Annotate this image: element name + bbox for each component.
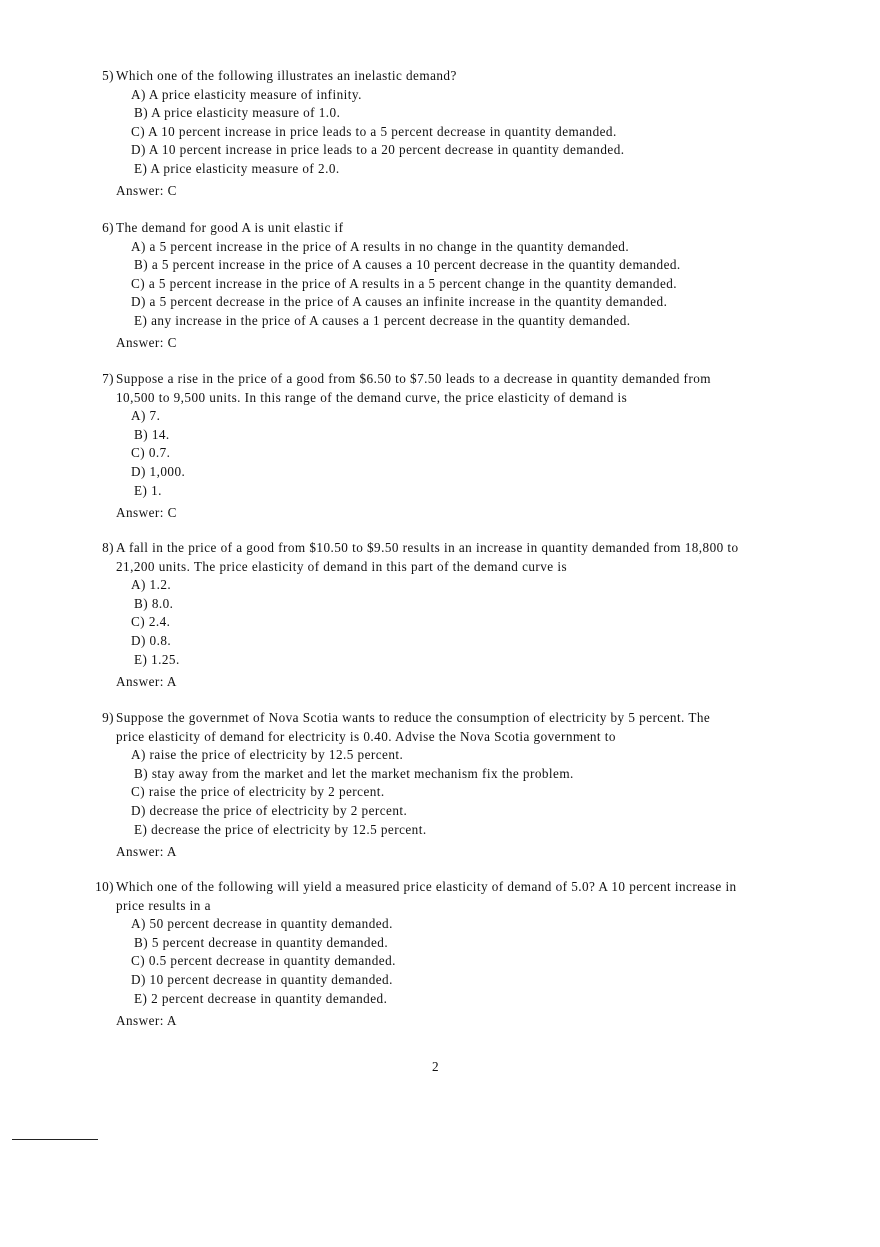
question-stem: Suppose the governmet of Nova Scotia wants to reduce the consumption of electricity by 5 percent. The xyxy=(116,710,711,725)
footnote-rule xyxy=(12,1139,98,1140)
answer-option: A) a 5 percent increase in the price of A results in no change in the quantity demanded. xyxy=(131,238,630,254)
answer-option: B) 8.0. xyxy=(134,595,174,611)
answer-key: Answer: A xyxy=(116,1012,177,1028)
answer-option: B) stay away from the market and let the market mechanism fix the problem. xyxy=(134,765,574,781)
answer-option: D) 0.8. xyxy=(131,633,172,648)
answer-option: C) 2.4. xyxy=(131,614,171,630)
answer-option: D) decrease the price of electricity by 2 percent. xyxy=(131,803,408,818)
answer-option: B) 14. xyxy=(134,426,170,442)
answer-option: B) 5 percent decrease in quantity demanded. xyxy=(134,934,389,950)
answer-option: A) A price elasticity measure of infinity. xyxy=(131,86,362,102)
question-stem: Which one of the following will yield a measured price elasticity of demand of 5.0? A 10 percent increase in xyxy=(116,879,737,894)
question-stem: The demand for good A is unit elastic if xyxy=(116,220,344,235)
answer-key: Answer: C xyxy=(116,504,177,520)
question-number: 10) xyxy=(95,879,114,894)
question-number: 5) xyxy=(102,68,114,83)
answer-option: C) 0.5 percent decrease in quantity demanded. xyxy=(131,953,396,969)
answer-option: E) decrease the price of electricity by 12.5 percent. xyxy=(134,821,427,837)
answer-option: E) A price elasticity measure of 2.0. xyxy=(134,161,340,176)
answer-key: Answer: A xyxy=(116,843,177,859)
question-stem: Which one of the following illustrates an inelastic demand? xyxy=(116,68,457,83)
answer-key: Answer: C xyxy=(116,335,177,351)
answer-option: D) a 5 percent decrease in the price of A causes an infinite increase in the quantity demanded. xyxy=(131,294,668,310)
answer-option: B) A price elasticity measure of 1.0. xyxy=(134,105,341,121)
question-number: 9) xyxy=(102,710,114,725)
answer-option: C) a 5 percent increase in the price of A results in a 5 percent change in the quantity demanded. xyxy=(131,275,678,291)
question-number: 8) xyxy=(102,540,114,555)
question-number: 6) xyxy=(102,220,114,235)
answer-option: A) raise the price of electricity by 12.5 percent. xyxy=(131,747,404,763)
answer-option: A) 7. xyxy=(131,408,161,424)
page-number: 2 xyxy=(432,1059,440,1074)
question-number: 7) xyxy=(102,371,114,386)
answer-option: E) 1.25. xyxy=(134,651,180,667)
answer-option: D) A 10 percent increase in price leads to a 20 percent decrease in quantity demanded. xyxy=(131,142,625,158)
answer-option: E) 2 percent decrease in quantity demanded. xyxy=(134,990,388,1006)
answer-option: B) a 5 percent increase in the price of A causes a 10 percent decrease in the quantity demanded. xyxy=(134,257,681,273)
answer-key: Answer: C xyxy=(116,183,177,199)
answer-option: D) 1,000. xyxy=(131,464,186,479)
answer-option: E) 1. xyxy=(134,482,162,498)
question-stem: 21,200 units. The price elasticity of demand in this part of the demand curve is xyxy=(116,558,568,574)
answer-option: A) 1.2. xyxy=(131,577,172,593)
answer-key: Answer: A xyxy=(116,673,177,689)
question-stem: Suppose a rise in the price of a good from $6.50 to $7.50 leads to a decrease in quantity demanded from xyxy=(116,371,711,386)
question-stem: A fall in the price of a good from $10.50 to $9.50 results in an increase in quantity demanded from 18,800 to xyxy=(116,540,739,555)
answer-option: A) 50 percent decrease in quantity demanded. xyxy=(131,916,393,932)
answer-option: E) any increase in the price of A causes a 1 percent decrease in the quantity demanded. xyxy=(134,313,631,328)
question-stem: price results in a xyxy=(116,897,211,913)
question-stem: 10,500 to 9,500 units. In this range of the demand curve, the price elasticity of demand is xyxy=(116,389,628,405)
question-stem: price elasticity of demand for electricity is 0.40. Advise the Nova Scotia government to xyxy=(116,728,616,744)
answer-option: C) raise the price of electricity by 2 percent. xyxy=(131,784,385,800)
answer-option: C) 0.7. xyxy=(131,445,171,461)
answer-option: C) A 10 percent increase in price leads to a 5 percent decrease in quantity demanded. xyxy=(131,123,617,139)
answer-option: D) 10 percent decrease in quantity demanded. xyxy=(131,972,393,987)
